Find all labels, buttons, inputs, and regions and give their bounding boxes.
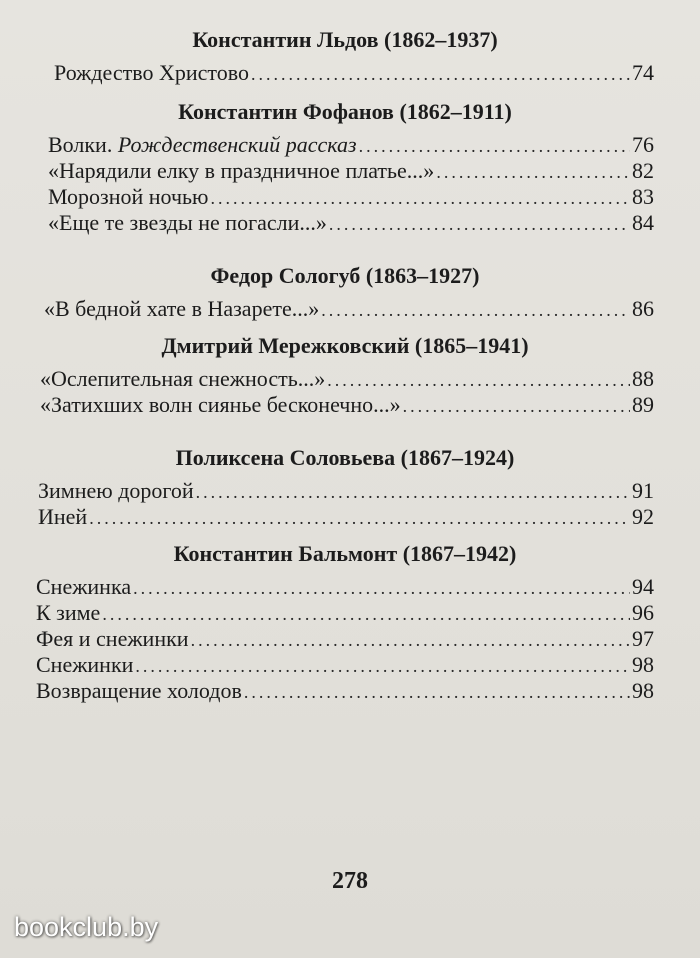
toc-entry (38, 478, 654, 504)
toc-entry (44, 296, 654, 322)
entry-title: Волки. Рождественский рассказ (48, 132, 357, 157)
leader-dots (329, 211, 630, 237)
entry-page: 97 (632, 626, 654, 651)
toc-entry (36, 600, 654, 626)
entry-page: 89 (632, 392, 654, 417)
entry-page: 92 (632, 504, 654, 529)
entry-page: 88 (632, 366, 654, 391)
leader-dots (211, 185, 631, 211)
toc-entry (48, 210, 654, 236)
author-heading: Федор Сологуб (1863–1927) (210, 263, 480, 288)
toc-entry (40, 392, 654, 418)
author-heading: Поликсена Соловьева (1867–1924) (175, 445, 515, 470)
entry-title: Снежинки (36, 652, 134, 677)
toc-section (36, 534, 654, 704)
toc-entry (38, 504, 654, 530)
entry-title: Фея и снежинки (36, 626, 189, 651)
entry-page: 86 (632, 296, 654, 321)
leader-dots (251, 61, 630, 87)
leader-dots (327, 367, 630, 393)
toc-entry (36, 574, 654, 600)
toc-entry (48, 158, 654, 184)
entry-page: 96 (632, 600, 654, 625)
entry-page: 82 (632, 158, 654, 183)
entry-list (36, 296, 654, 322)
author-heading: Константин Льдов (1862–1937) (192, 27, 498, 52)
entry-page: 74 (632, 60, 654, 85)
entry-title: «Нарядили елку в праздничное платье...» (48, 158, 435, 183)
entry-page: 83 (632, 184, 654, 209)
toc-entry (40, 366, 654, 392)
page-number: 278 (332, 868, 368, 894)
leader-dots (191, 627, 630, 653)
entry-title: «Затихших волн сиянье бесконечно...» (40, 392, 401, 417)
leader-dots (359, 133, 630, 159)
author-heading: Константин Фофанов (1862–1911) (178, 99, 512, 124)
entry-title: «Ослепительная снежность...» (40, 366, 326, 391)
entry-page: 94 (632, 574, 654, 599)
watermark: bookclub.by (14, 912, 159, 942)
entry-title: «В бедной хате в Назарете...» (44, 296, 320, 321)
leader-dots (102, 601, 630, 627)
entry-page: 76 (632, 132, 654, 157)
toc-section (36, 438, 654, 530)
entry-page: 84 (632, 210, 654, 235)
leader-dots (403, 393, 630, 419)
entry-list (36, 366, 654, 418)
toc-section (36, 256, 654, 322)
toc-section (36, 326, 654, 418)
entry-list (36, 60, 654, 86)
leader-dots (196, 479, 630, 505)
entry-title: Морозной ночью (48, 184, 209, 209)
toc-entry (36, 626, 654, 652)
leader-dots (89, 505, 630, 531)
entry-title: «Еще те звезды не погасли...» (48, 210, 327, 235)
entry-title: Рождество Христово (54, 60, 249, 85)
leader-dots (133, 575, 630, 601)
entry-title: Возвращение холодов (36, 678, 242, 703)
toc-entry (48, 184, 654, 210)
table-of-contents (36, 20, 654, 704)
entry-page: 98 (632, 652, 654, 677)
entry-list (36, 478, 654, 530)
entry-list (36, 132, 654, 236)
entry-title: Иней (38, 504, 88, 529)
entry-title: Зимнею дорогой (38, 478, 194, 503)
leader-dots (135, 653, 630, 679)
entry-title-italic: Рождественский рассказ (117, 132, 357, 157)
entry-page: 98 (632, 678, 654, 703)
author-heading: Константин Бальмонт (1867–1942) (173, 541, 517, 566)
leader-dots (244, 679, 630, 705)
toc-entry (48, 132, 654, 158)
entry-title: К зиме (36, 600, 101, 625)
toc-entry (36, 652, 654, 678)
entry-list (36, 574, 654, 704)
toc-section (36, 20, 654, 86)
entry-title: Снежинка (36, 574, 132, 599)
entry-page: 91 (632, 478, 654, 503)
leader-dots (436, 159, 630, 185)
leader-dots (321, 297, 630, 323)
toc-entry (36, 678, 654, 704)
author-heading: Дмитрий Мережковский (1865–1941) (161, 333, 529, 358)
toc-section (36, 92, 654, 236)
toc-entry (36, 60, 654, 86)
